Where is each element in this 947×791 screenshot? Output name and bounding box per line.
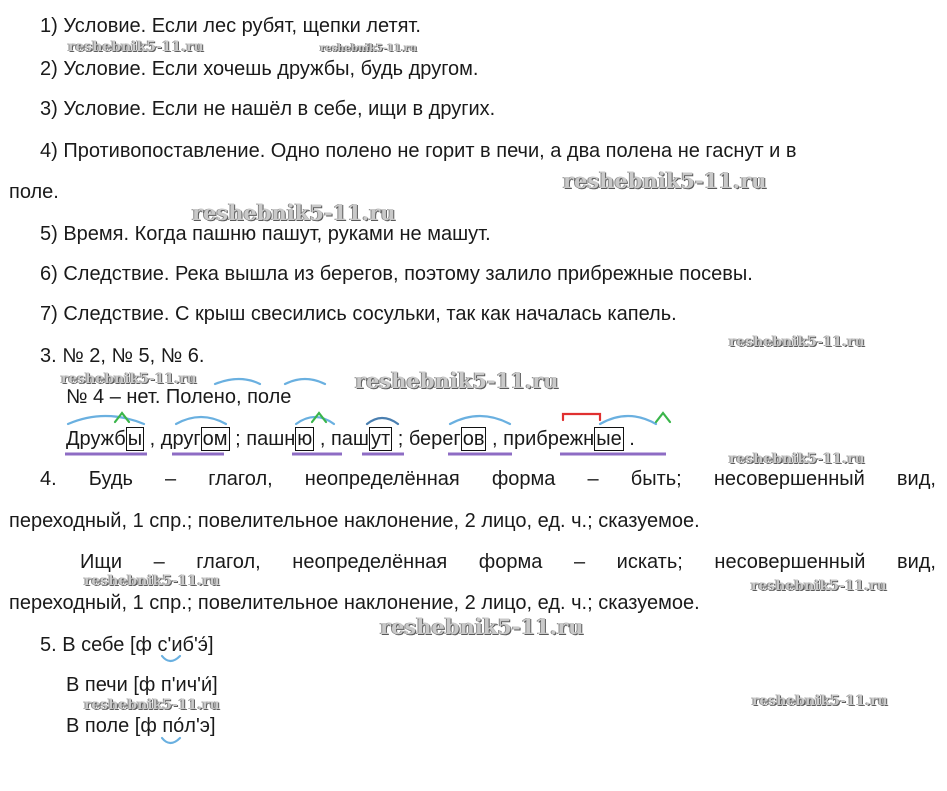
root-arc-3 <box>296 417 334 424</box>
line-1: 1) Условие. Если лес рубят, щепки летят. <box>40 15 421 37</box>
suffix-mark-1 <box>115 413 129 422</box>
t4-w8: быть; <box>630 468 682 490</box>
t4b-w5: форма <box>478 551 543 573</box>
root-arc-1 <box>68 416 144 424</box>
prefix-mark-6 <box>563 414 600 420</box>
t4b-w7: искать; <box>616 551 683 573</box>
sep-3: , <box>319 428 326 450</box>
watermark: reshebnik5-11.ru <box>320 43 417 54</box>
task3-no4: № 4 – нет. Полено, поле <box>66 386 292 408</box>
task5-line-2: В печи [ф п'ич'и́] <box>66 674 218 696</box>
word-3-stem: пашн <box>246 428 296 450</box>
line-5: 5) Время. Когда пашню пашут, руками не машут. <box>40 223 491 245</box>
word-1-ending: ы <box>127 428 143 450</box>
t4-w9: несовершенный <box>713 468 865 490</box>
sep-1: , <box>149 428 156 450</box>
word-2-ending: ом <box>202 428 228 450</box>
t4-w6: форма <box>491 468 556 490</box>
task4-line-1 <box>40 467 936 491</box>
task5-line-1: 5. В себе [ф с'иб'э́] <box>40 634 214 656</box>
task4-line-4: переходный, 1 спр.; повелительное наклонение, 2 лицо, ед. ч.; сказуемое. <box>9 592 700 614</box>
root-arc-5 <box>450 416 510 424</box>
line-4a: 4) Противопоставление. Одно полено не горит в печи, а два полена не гаснут и в <box>40 140 797 162</box>
word-2-stem: друг <box>160 428 201 450</box>
sep-4: ; <box>397 428 404 450</box>
link-arc-1 <box>162 656 180 661</box>
task4-line-2: переходный, 1 спр.; повелительное наклонение, 2 лицо, ед. ч.; сказуемое. <box>9 510 700 532</box>
watermark: reshebnik5-11.ru <box>355 368 559 393</box>
task3-heading: 3. № 2, № 5, № 6. <box>40 345 205 367</box>
t4b-w6: – <box>573 551 586 573</box>
link-arc-3 <box>162 738 180 743</box>
watermark: reshebnik5-11.ru <box>84 573 220 589</box>
t4-w1: 4. <box>40 468 57 490</box>
watermark: reshebnik5-11.ru <box>380 614 584 639</box>
watermark: reshebnik5-11.ru <box>192 200 396 225</box>
watermark: reshebnik5-11.ru <box>68 39 204 55</box>
morph-line <box>66 427 635 451</box>
suffix-mark-6 <box>656 413 670 422</box>
line-7: 7) Следствие. С крыш свесились сосульки, так как началась капель. <box>40 303 677 325</box>
watermark: reshebnik5-11.ru <box>84 697 220 713</box>
root-arc-6 <box>600 416 656 424</box>
watermark: reshebnik5-11.ru <box>729 451 865 467</box>
watermark: reshebnik5-11.ru <box>751 578 887 594</box>
word-4-stem: паш <box>330 428 369 450</box>
line-2: 2) Условие. Если хочешь дружбы, будь другом. <box>40 58 479 80</box>
root-arc-pole <box>285 379 325 384</box>
line-3: 3) Условие. Если не нашёл в себе, ищи в других. <box>40 98 496 120</box>
t4-w5: неопределённая <box>304 468 460 490</box>
watermark: reshebnik5-11.ru <box>563 168 767 193</box>
sep-2: ; <box>235 428 241 450</box>
word-5-stem: берег <box>408 428 461 450</box>
t4-w7: – <box>587 468 599 490</box>
t4b-w8: несовершенный <box>714 551 866 573</box>
suffix-mark-3 <box>312 413 326 422</box>
t4b-w2: – <box>153 551 165 573</box>
word-6-ending: ые <box>596 428 622 450</box>
watermark: reshebnik5-11.ru <box>61 371 197 387</box>
root-arc-poleno <box>215 379 260 384</box>
t4-w3: – <box>165 468 177 490</box>
word-5-ending: ов <box>462 428 485 450</box>
t4-w2: Будь <box>88 468 133 490</box>
t4-w4: глагол, <box>208 468 273 490</box>
t4b-w9: вид, <box>896 551 936 573</box>
word-1-stem: Дружб <box>66 428 126 450</box>
word-3-ending: ю <box>297 428 313 450</box>
t4b-w4: неопределённая <box>292 551 448 573</box>
watermark: reshebnik5-11.ru <box>752 693 888 709</box>
sep-5: , <box>492 428 498 450</box>
line-4b: поле. <box>9 181 59 203</box>
root-arc-2 <box>176 417 226 424</box>
t4-w10: вид, <box>896 468 936 490</box>
t4b-w1: Ищи <box>80 551 123 573</box>
task4-line-3 <box>80 550 936 574</box>
t4b-w3: глагол, <box>196 551 261 573</box>
word-6-stem: прибрежн <box>503 428 595 450</box>
word-4-ending: ут <box>370 428 391 450</box>
root-arc-4 <box>367 418 398 424</box>
task5-line-3: В поле [ф по́л'э] <box>66 715 216 737</box>
morph-end: . <box>629 428 635 450</box>
watermark: reshebnik5-11.ru <box>729 334 865 350</box>
line-6: 6) Следствие. Река вышла из берегов, поэтому залило прибрежные посевы. <box>40 263 753 285</box>
